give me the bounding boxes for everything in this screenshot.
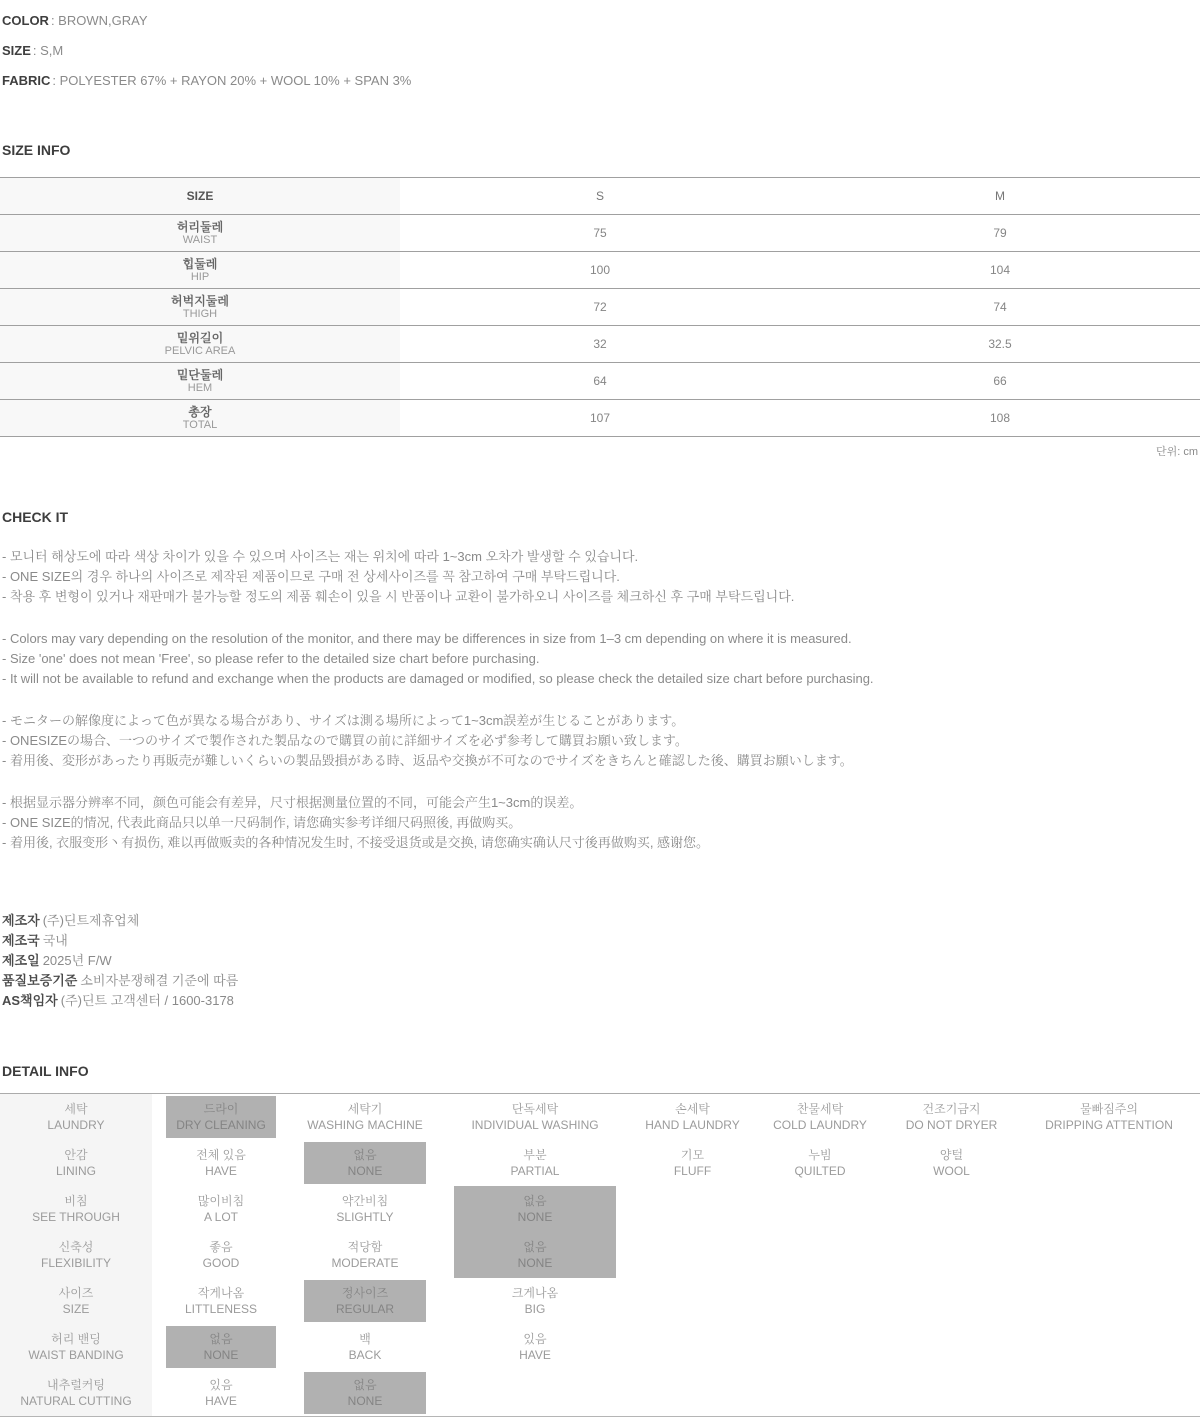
attribute-value: : S,M: [32, 43, 64, 58]
manufacturer-label: 품질보증기준: [2, 973, 78, 988]
size-table: [0, 177, 1200, 437]
notice-line: - 着用後, 衣服变形丶有损伤, 难以再做贩卖的各种情况发生时, 不接受退货或是交换, 请您确实确认尺寸後再做购买, 感谢您。: [2, 835, 710, 850]
detail-label-kr: 비침: [64, 1194, 88, 1208]
detail-row-laundry: [0, 1094, 1200, 1140]
size-header-text: SIZE: [186, 189, 214, 203]
option-selected: 없음 NONE: [304, 1142, 426, 1184]
measure-label-kr: 밑단둘레: [176, 367, 224, 382]
detail-cell-empty: [1018, 1186, 1200, 1232]
detail-row-size: [0, 1278, 1200, 1324]
option: 많이비침 A LOT: [197, 1194, 245, 1224]
detail-cell-empty: [630, 1370, 755, 1416]
detail-label-en: NATURAL CUTTING: [20, 1394, 132, 1408]
detail-cell-empty: [885, 1186, 1018, 1232]
notice-line: - Size 'one' does not mean 'Free', so please refer to the detailed size chart before purchasing.: [2, 651, 540, 666]
detail-label-en: LINING: [55, 1164, 96, 1178]
measure-label-kr: 허리둘레: [176, 219, 224, 234]
notice-line: - 모니터 해상도에 따라 색상 차이가 있을 수 있으며 사이즈는 재는 위치에 따라 1~3cm 오차가 발생할 수 있습니다.: [2, 549, 639, 564]
measure-value-m: 74: [993, 300, 1007, 314]
measure-value-s: 72: [593, 300, 607, 314]
option: 부분 PARTIAL: [510, 1148, 560, 1178]
detail-cell-empty: [885, 1232, 1018, 1278]
measure-value-s: 107: [589, 411, 611, 425]
detail-label-kr: 사이즈: [58, 1286, 94, 1300]
measure-value-m: 66: [993, 374, 1007, 388]
size-row-total: [0, 400, 1200, 437]
detail-label-kr: 세탁: [64, 1102, 88, 1116]
manufacturer-label: 제조일: [2, 953, 40, 968]
option: 있음 HAVE: [205, 1378, 237, 1408]
option: 찬물세탁 COLD LAUNDRY: [773, 1102, 867, 1132]
option: 단독세탁 INDIVIDUAL WASHING: [471, 1102, 599, 1132]
measure-label-kr: 총장: [188, 404, 212, 419]
detail-label-en: SEE THROUGH: [32, 1210, 120, 1224]
option: 세탁기 WASHING MACHINE: [307, 1102, 423, 1132]
notice-line: - ONE SIZE的情况, 代表此商品只以单一尺码制作, 请您确实参考详细尺码照後, 再做购买。: [2, 815, 522, 830]
notice-line: - 根据显示器分辨率不同，颜色可能会有差异，尺寸根据测量位置的不同，可能会产生1~3cm的误差。: [2, 795, 583, 810]
size-row-hem: [0, 363, 1200, 400]
notice-line: - モニターの解像度によって色が異なる場合があり、サイズは測る場所によって1~3cm誤差が生じることがあります。: [2, 713, 685, 728]
measure-value-m: 104: [989, 263, 1011, 277]
detail-row-lining: [0, 1140, 1200, 1186]
detail-cell-empty: [885, 1278, 1018, 1324]
detail-cell-empty: [1018, 1324, 1200, 1370]
option: 약간비침 SLIGHTLY: [336, 1194, 394, 1224]
product-attribute-size: [2, 36, 1200, 66]
manufacturer-label: 제조국: [2, 933, 40, 948]
measure-value-s: 32: [593, 337, 607, 351]
detail-label-kr: 내추럴커팅: [47, 1378, 105, 1392]
detail-label-en: WAIST BANDING: [28, 1348, 124, 1362]
manufacturer-value: (주)딘트 고객센터 / 1600-3178: [60, 993, 234, 1008]
option: 있음 HAVE: [519, 1332, 551, 1362]
measure-label-kr: 힙둘레: [182, 256, 218, 271]
notice-line: - ONESIZEの場合、一つのサイズで製作された製品なので購買の前に詳細サイズを必ず参考して購買お願い致します。: [2, 733, 688, 748]
manufacturer-info: [0, 911, 1200, 1011]
option: 크게나옴 BIG: [511, 1286, 559, 1316]
size-row-hip: [0, 252, 1200, 289]
measure-value-s: 64: [593, 374, 607, 388]
notice-line: - 착용 후 변형이 있거나 재판매가 불가능할 정도의 제품 훼손이 있을 시 반품이나 교환이 불가하오니 사이즈를 체크하신 후 구매 부탁드립니다.: [2, 589, 795, 604]
detail-cell-empty: [630, 1232, 755, 1278]
measure-label-en: THIGH: [182, 307, 218, 320]
detail-label-kr: 안감: [64, 1148, 88, 1162]
detail-info-heading: DETAIL INFO: [2, 1063, 89, 1079]
detail-cell-empty: [1018, 1232, 1200, 1278]
size-column-s: S: [595, 189, 604, 203]
manufacturer-value: (주)딘트제휴업체: [42, 913, 140, 928]
detail-cell-empty: [630, 1324, 755, 1370]
manufacturer-row: [2, 931, 1200, 951]
size-row-waist: [0, 215, 1200, 252]
check-it-japanese: [0, 711, 1200, 771]
attribute-value: : BROWN,GRAY: [50, 13, 148, 28]
measure-value-m: 32.5: [988, 337, 1012, 351]
measure-value-m: 108: [989, 411, 1011, 425]
measure-value-m: 79: [993, 226, 1007, 240]
unit-note: 단위: cm: [1155, 446, 1198, 458]
manufacturer-value: 2025년 F/W: [42, 953, 112, 968]
size-row-pelvic-area: [0, 326, 1200, 363]
option: 전체 있음 HAVE: [196, 1148, 246, 1178]
option: 좋음 GOOD: [202, 1240, 240, 1270]
option: 물빠짐주의 DRIPPING ATTENTION: [1045, 1102, 1173, 1132]
option: 건조기금지 DO NOT DRYER: [905, 1102, 998, 1132]
manufacturer-label: AS책임자: [2, 993, 58, 1008]
detail-row-waist-banding: [0, 1324, 1200, 1370]
detail-cell-empty: [755, 1370, 885, 1416]
detail-cell-empty: [440, 1370, 630, 1416]
product-attribute-color: [2, 6, 1200, 36]
attribute-label: COLOR: [2, 13, 49, 28]
manufacturer-label: 제조자: [2, 913, 40, 928]
attribute-value: : POLYESTER 67% + RAYON 20% + WOOL 10% + SPAN 3%: [52, 73, 412, 88]
manufacturer-row: [2, 971, 1200, 991]
product-attribute-fabric: [2, 66, 1200, 96]
detail-cell-empty: [885, 1370, 1018, 1416]
detail-cell-empty: [755, 1232, 885, 1278]
detail-cell-empty: [885, 1324, 1018, 1370]
measure-value-s: 75: [593, 226, 607, 240]
option: 백 BACK: [348, 1332, 382, 1362]
option-selected: 없음 NONE: [454, 1232, 616, 1278]
check-it-korean: [0, 547, 1200, 607]
notice-line: - 着用後、変形があったり再販売が難しいくらいの製品毀損がある時、返品や交換が不可なのでサイズをきちんと確認した後、購買お願いします。: [2, 753, 853, 768]
detail-row-see-through: [0, 1186, 1200, 1232]
measure-label-en: PELVIC AREA: [164, 344, 236, 357]
size-table-header-label: [0, 178, 400, 214]
detail-cell-empty: [630, 1186, 755, 1232]
measure-label-kr: 허벅지둘레: [171, 293, 229, 308]
measure-label-en: WAIST: [182, 233, 218, 246]
option-selected: 없음 NONE: [304, 1372, 426, 1414]
attribute-label: SIZE: [2, 43, 31, 58]
option: 양털 WOOL: [933, 1148, 970, 1178]
detail-row-flexibility: [0, 1232, 1200, 1278]
measure-label-en: TOTAL: [182, 418, 218, 431]
option-selected: 드라이 DRY CLEANING: [166, 1096, 276, 1138]
detail-label-kr: 신축성: [58, 1240, 94, 1254]
measure-value-s: 100: [589, 263, 611, 277]
option-selected: 정사이즈 REGULAR: [304, 1280, 426, 1322]
detail-cell-empty: [1018, 1370, 1200, 1416]
detail-cell-empty: [630, 1278, 755, 1324]
detail-cell-empty: [1018, 1278, 1200, 1324]
detail-row-natural-cutting: [0, 1370, 1200, 1416]
measure-label-kr: 밑위길이: [176, 330, 224, 345]
option: 손세탁 HAND LAUNDRY: [645, 1102, 740, 1132]
check-it-english: [0, 629, 1200, 689]
notice-line: - ONE SIZE의 경우 하나의 사이즈로 제작된 제품이므로 구매 전 상세사이즈를 꼭 참고하여 구매 부탁드립니다.: [2, 569, 620, 584]
detail-cell-empty: [1018, 1140, 1200, 1186]
size-table-header-row: [0, 178, 1200, 215]
detail-label-en: LAUNDRY: [47, 1118, 105, 1132]
detail-cell-empty: [755, 1278, 885, 1324]
notice-line: - Colors may vary depending on the resolution of the monitor, and there may be differences in size from 1–3 cm depending on where it is measured.: [2, 631, 852, 646]
measure-label-en: HEM: [187, 381, 213, 394]
attribute-label: FABRIC: [2, 73, 51, 88]
size-column-m: M: [995, 189, 1005, 203]
detail-info-table: [0, 1093, 1200, 1417]
manufacturer-row: [2, 991, 1200, 1011]
check-it-heading: CHECK IT: [2, 509, 69, 525]
product-summary: [0, 0, 1200, 96]
notice-line: - It will not be available to refund and exchange when the products are damaged or modified, so please check the detailed size chart before purchasing.: [2, 671, 874, 686]
detail-label-kr: 허리 밴딩: [51, 1332, 101, 1346]
manufacturer-row: [2, 911, 1200, 931]
detail-label-en: SIZE: [62, 1302, 90, 1316]
detail-cell-empty: [755, 1186, 885, 1232]
measure-label-en: HIP: [190, 270, 210, 283]
size-row-thigh: [0, 289, 1200, 326]
detail-label-en: FLEXIBILITY: [40, 1256, 112, 1270]
option: 기모 FLUFF: [673, 1148, 712, 1178]
manufacturer-value: 국내: [42, 933, 68, 948]
manufacturer-value: 소비자분쟁해결 기준에 따름: [80, 973, 239, 988]
option-selected: 없음 NONE: [166, 1326, 276, 1368]
option: 적당함 MODERATE: [331, 1240, 399, 1270]
check-it-chinese: [0, 793, 1200, 853]
manufacturer-row: [2, 951, 1200, 971]
option: 누빔 QUILTED: [794, 1148, 846, 1178]
size-info-heading: SIZE INFO: [2, 142, 71, 158]
detail-cell-empty: [755, 1324, 885, 1370]
option: 작게나옴 LITTLENESS: [184, 1286, 258, 1316]
option-selected: 없음 NONE: [454, 1186, 616, 1232]
